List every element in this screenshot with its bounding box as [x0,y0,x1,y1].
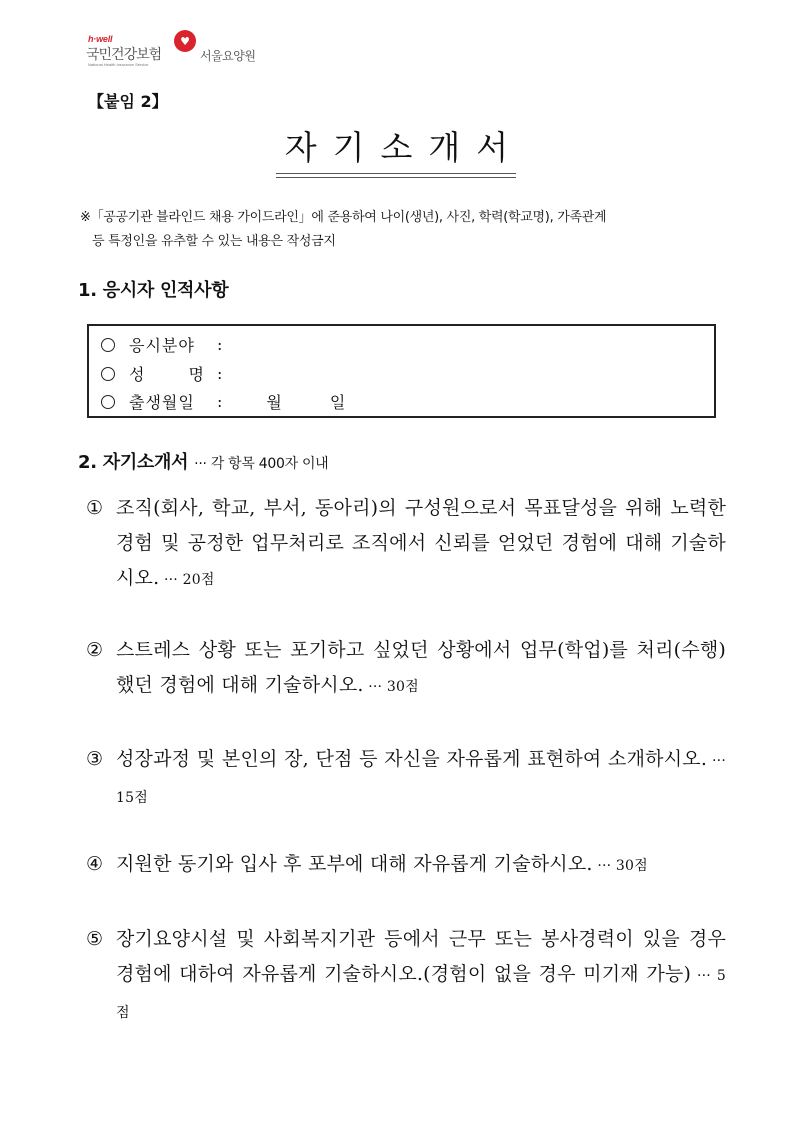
question-text: 성장과정 및 본인의 장, 단점 등 자신을 자유롭게 표현하여 소개하시오. [116,748,708,770]
question-points: ··· 20점 [159,572,215,588]
question-points: ··· 30점 [363,679,419,695]
field-label: 응시분야 [129,336,195,355]
applicant-info-box [87,324,716,418]
logo-branch-name: 서울요양원 [200,49,256,63]
question-number: ③ [86,748,104,770]
month-label: 월 [266,393,282,412]
question-points: ··· 5점 [116,968,726,1021]
field-application-area[interactable] [101,333,222,356]
blind-hiring-notice [80,206,730,254]
section-2-length-limit: ··· 각 항목 400자 이내 [194,456,329,472]
organization-logo [86,32,266,80]
notice-line-2: 등 특정인을 유추할 수 있는 내용은 작성금지 [92,234,336,249]
question-number: ② [86,639,104,661]
question-number: ① [86,497,104,519]
page-title-text: 자기소개서 [284,128,525,167]
section-1-heading: 1. 응시자 인적사항 [78,280,229,301]
title-double-underline [276,173,516,178]
field-separator: : [217,392,223,411]
question-number: ④ [86,853,104,875]
field-label [129,362,205,385]
question-text: 지원한 동기와 입사 후 포부에 대해 자유롭게 기술하시오. [116,853,593,875]
logo-tagline: h·well [88,34,113,44]
page-title [0,127,793,169]
question-4 [86,847,726,884]
field-label: 출생월일 [129,393,195,412]
attachment-label: 【붙임 2】 [88,92,168,111]
day-label: 일 [329,393,346,412]
circle-bullet-icon [101,338,115,352]
question-text: 장기요양시설 및 사회복지기관 등에서 근무 또는 봉사경력이 있을 경우 경험에 대하여 자유롭게 기술하시오.(경험이 없을 경우 미기재 가능) [116,928,726,985]
field-name[interactable] [101,362,222,385]
question-points: ··· 15점 [116,753,726,806]
circle-bullet-icon [101,395,115,409]
logo-org-name-en: National Health Insurance Service [88,62,149,67]
question-text: 조직(회사, 학교, 부서, 동아리)의 구성원으로서 목표달성을 위해 노력한 경험 및 공정한 업무처리로 조직에서 신뢰를 얻었던 경험에 대해 기술하시오. [116,497,726,589]
circle-bullet-icon [101,367,115,381]
question-2 [86,633,726,705]
heart-icon: ♥ [174,30,196,52]
notice-line-1: ※「공공기관 블라인드 채용 가이드라인」에 준용하여 나이(생년), 사진, 학력(학교명), 가족관계 [80,210,607,225]
section-2-heading [78,448,328,474]
question-5 [86,922,726,1031]
question-number: ⑤ [86,928,104,950]
field-separator: : [217,364,223,383]
field-label-char: 성 [129,365,146,384]
logo-org-name: 국민건강보험 [86,47,162,63]
field-label-char: 명 [188,365,205,384]
question-1 [86,491,726,598]
section-2-title: 2. 자기소개서 [78,452,189,473]
question-text: 스트레스 상황 또는 포기하고 싶었던 상황에서 업무(학업)를 처리(수행)했던 경험에 대해 기술하시오. [116,639,726,696]
question-points: ··· 30점 [592,858,648,874]
field-birth-date[interactable] [101,390,345,413]
question-3 [86,742,726,816]
field-separator: : [217,335,223,354]
